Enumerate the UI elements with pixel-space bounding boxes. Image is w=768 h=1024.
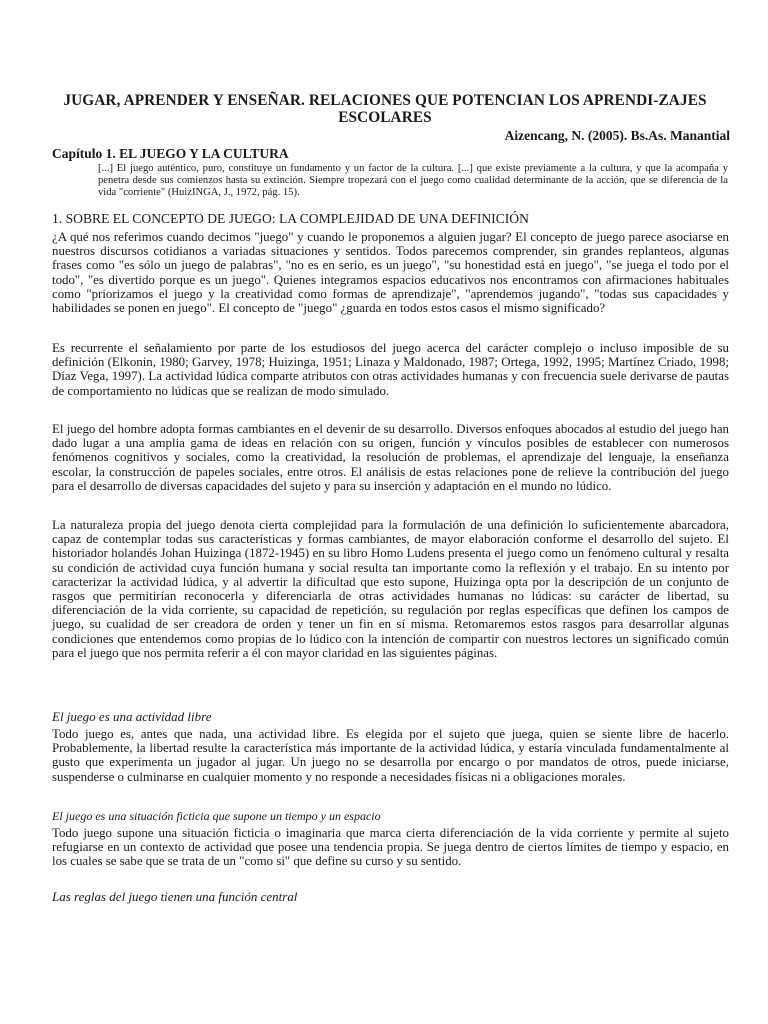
epigraph-quote: [...] El juego auténtico, puro, constituye un fundamento y un factor de la cultura. [...] que existe previamente a la cultura, y que la acompaña y penetra desde sus comienzos hasta su extinción. Siempre tropezará con el juego como cualidad determinante de la acción, que se diferencia de la vida "corriente" (HuizINGA, J., 1972, pág. 15). <box>98 163 728 199</box>
paragraph-5: Todo juego es, antes que nada, una actividad libre. Es elegida por el sujeto que juega, quien se siente libre de hacerlo. Probablemente, la libertad resulte la característica más importante de la actividad lúdica, y estaría vinculada fundamentalmente al gusto que experimenta un jugador al jugar. Un juego no se desarrolla por encargo o por mandatos de otros, puede iniciarse, suspenderse o culminarse en cualquier momento y no responde a necesidades físicas ni a obligaciones morales. <box>52 727 729 784</box>
paragraph-1: ¿A qué nos referimos cuando decimos "juego" y cuando le proponemos a alguien jugar? El concepto de juego parece asociarse en nuestros discursos cotidianos a variadas situaciones y sentidos. Todos parecemos comprender, sin grandes replanteos, algunas frases como "es sólo un juego de palabras", "no es en serio, es un juego", "su honestidad está en juego", "se juega el todo por el todo", "es divertido porque es un juego". Quienes integramos espacios educativos nos encontramos con afirmaciones habituales como "priorizamos el juego y la creatividad como formas de aprendizaje", "aprendemos jugando", "todas sus capacidades y habilidades se ponen en juego". El concepto de "juego" ¿guarda en todos estos casos el mismo significado? <box>52 230 729 316</box>
document-title: JUGAR, APRENDER Y ENSEÑAR. RELACIONES QUE POTENCIAN LOS APRENDI-ZAJES ESCOLARES <box>63 92 707 126</box>
subheading-free-activity: El juego es una actividad libre <box>52 709 212 724</box>
subheading-fictitious-situation: El juego es una situación ficticia que supone un tiempo y un espacio <box>52 809 381 823</box>
section-heading: 1. SOBRE EL CONCEPTO DE JUEGO: LA COMPLEJIDAD DE UNA DEFINICIÓN <box>52 211 529 226</box>
paragraph-2: Es recurrente el señalamiento por parte de los estudiosos del juego acerca del carácter complejo o incluso imposible de su definición (Elkonin, 1980; Garvey, 1978; Huizinga, 1951; Linaza y Maldonado, 1987; Ortega, 1992, 1995; Martínez Criado, 1998; Díaz Vega, 1997). La actividad lúdica comparte atributos con otras actividades humanas y con frecuencia suele derivarse de pautas de comportamiento no lúdicas que se realizan de modo simulado. <box>52 341 729 398</box>
paragraph-6: Todo juego supone una situación ficticia o imaginaria que marca cierta diferenciación de la vida corriente y permite al sujeto refugiarse en un contexto de actividad que posee una tendencia propia. Se juega dentro de ciertos límites de tiempo y espacio, en los cuales se sabe que se trata de un "como si" que define su curso y su sentido. <box>52 826 729 869</box>
paragraph-4: La naturaleza propia del juego denota cierta complejidad para la formulación de una definición lo suficientemente abarcadora, capaz de contemplar todas sus características y formas cambiantes, de mayor elaboración conforme el desarrollo del sujeto. El historiador holandés Johan Huizinga (1872-1945) en su libro Homo Ludens presenta el juego como un fenómeno cultural y resalta su condición de actividad cuya función humana y social resulta tan importante como la reflexión y el trabajo. En su intento por caracterizar la actividad lúdica, y al advertir la dificultad que esto supone, Huizinga opta por la descripción de un conjunto de rasgos que permitirían reconocerla y diferenciarla de otras actividades humanas no lúdicas: su carácter de libertad, su diferenciación de la vida corriente, su capacidad de repetición, su regulación por reglas específicas que definen los campos de juego, su cualidad de ser creadora de orden y tener un fin en sí misma. Retomaremos estos rasgos para desarrollar algunas condiciones que entendemos como propias de lo lúdico con la intención de compartir con nuestros lectores un significado común para el juego que nos permita referir a él con mayor claridad en las siguientes páginas. <box>52 518 729 660</box>
subheading-game-rules: Las reglas del juego tienen una función central <box>52 889 298 904</box>
paragraph-3: El juego del hombre adopta formas cambiantes en el devenir de su desarrollo. Diversos enfoques abocados al estudio del juego han dado lugar a una amplia gama de ideas en relación con su origen, función y vínculos posibles de establecer con numerosos fenómenos cognitivos y sociales, como la creatividad, la resolución de problemas, el aprendizaje del lenguaje, la enseñanza escolar, la construcción de papeles sociales, entre otros. El análisis de estas relaciones pone de relieve la contribución del juego para el desarrollo de diversas capacidades del sujeto y para su inserción y adaptación en el mundo no lúdico. <box>52 422 729 493</box>
citation: Aizencang, N. (2005). Bs.As. Manantial <box>504 128 730 143</box>
chapter-heading: Capítulo 1. EL JUEGO Y LA CULTURA <box>52 146 289 161</box>
